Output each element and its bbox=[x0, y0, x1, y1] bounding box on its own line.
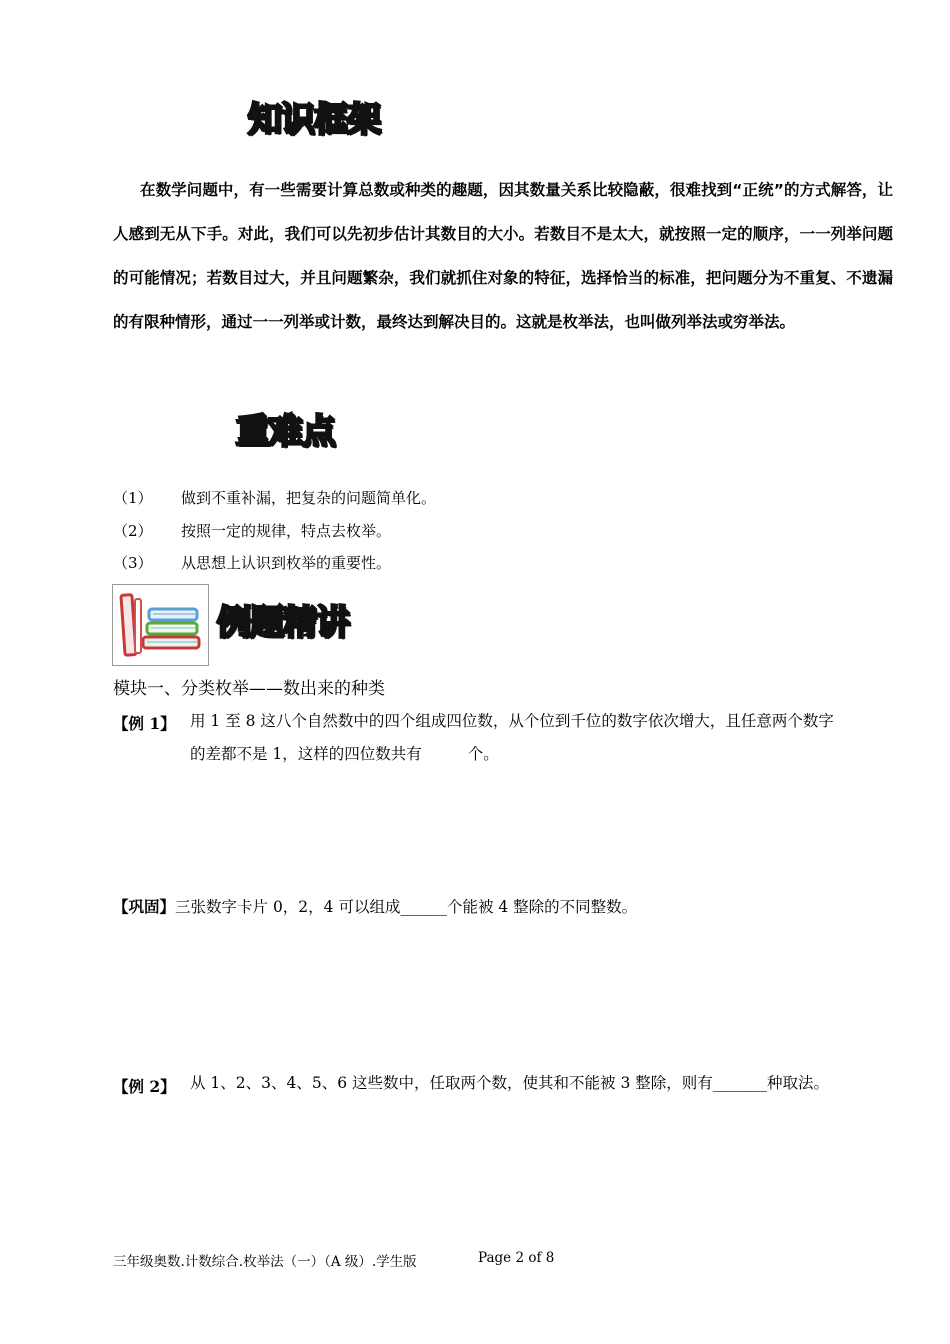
example-2-text bbox=[190, 1067, 829, 1100]
list-item-number: （2） bbox=[113, 522, 153, 540]
list-item-text: 按照一定的规律，特点去枚举。 bbox=[181, 522, 392, 540]
answer-blank: ______ bbox=[400, 898, 447, 916]
example-1-text bbox=[190, 705, 890, 771]
consolidate-question bbox=[113, 890, 637, 924]
footer-doc-title: 三年级奥数.计数综合.枚举法（一）（A 级）.学生版 bbox=[113, 1254, 417, 1270]
example-1-line-2-end: 个。 bbox=[467, 745, 499, 763]
example-1-line-1: 用 1 至 8 这八个自然数中的四个组成四位数，从个位到千位的数字依次增大，且任意两个数字 bbox=[190, 712, 834, 730]
list-item bbox=[113, 520, 813, 542]
consolidate-text-end: 个能被 4 整除的不同整数。 bbox=[446, 898, 638, 916]
list-item bbox=[113, 552, 813, 574]
example-2-text-end: 种取法。 bbox=[767, 1074, 830, 1092]
books-icon bbox=[112, 584, 209, 666]
heading-examples: 例题精讲 bbox=[217, 603, 349, 643]
example-1-label: 【例 1】 bbox=[113, 714, 176, 733]
example-1-line-2-start: 的差都不是 1，这样的四位数共有 bbox=[190, 745, 422, 763]
list-item-text: 做到不重补漏，把复杂的问题简单化。 bbox=[181, 489, 437, 507]
consolidate-text-start: 三张数字卡片 0，2，4 可以组成 bbox=[175, 898, 401, 916]
list-item-number: （1） bbox=[113, 489, 153, 507]
key-points-list bbox=[113, 487, 813, 577]
intro-paragraph: 在数学问题中，有一些需要计算总数或种类的趣题，因其数量关系比较隐蔽，很难找到“正统”的方式解答，让人感到无从下手。对此，我们可以先初步估计其数目的大小。若数目不是太大，就按照一定的顺序，一一列举问题的可能情况；若数目过大，并且问题繁杂，我们就抓住对象的特征，选择恰当的标准，把问题分为不重复、不遗漏的有限种情形，通过一一列举或计数，最终达到解决目的。这就是枚举法，也叫做列举法或穷举法。 bbox=[113, 181, 893, 331]
example-2-label: 【例 2】 bbox=[113, 1077, 176, 1096]
answer-blank: _______ bbox=[712, 1074, 767, 1092]
module-title: 模块一、分类枚举——数出来的种类 bbox=[113, 679, 385, 699]
intro-section bbox=[113, 168, 893, 344]
list-item bbox=[113, 487, 813, 509]
example-2-text-start: 从 1、2、3、4、5、6 这些数中，任取两个数，使其和不能被 3 整除，则有 bbox=[190, 1074, 713, 1092]
consolidate-label: 【巩固】 bbox=[113, 897, 176, 916]
footer-page-number: Page 2 of 8 bbox=[478, 1250, 555, 1266]
list-item-text: 从思想上认识到枚举的重要性。 bbox=[181, 554, 392, 572]
heading-knowledge-framework: 知识框架 bbox=[248, 100, 380, 140]
example-1-line-2 bbox=[190, 738, 890, 771]
list-item-number: （3） bbox=[113, 554, 153, 572]
heading-key-points: 重难点 bbox=[236, 412, 335, 452]
